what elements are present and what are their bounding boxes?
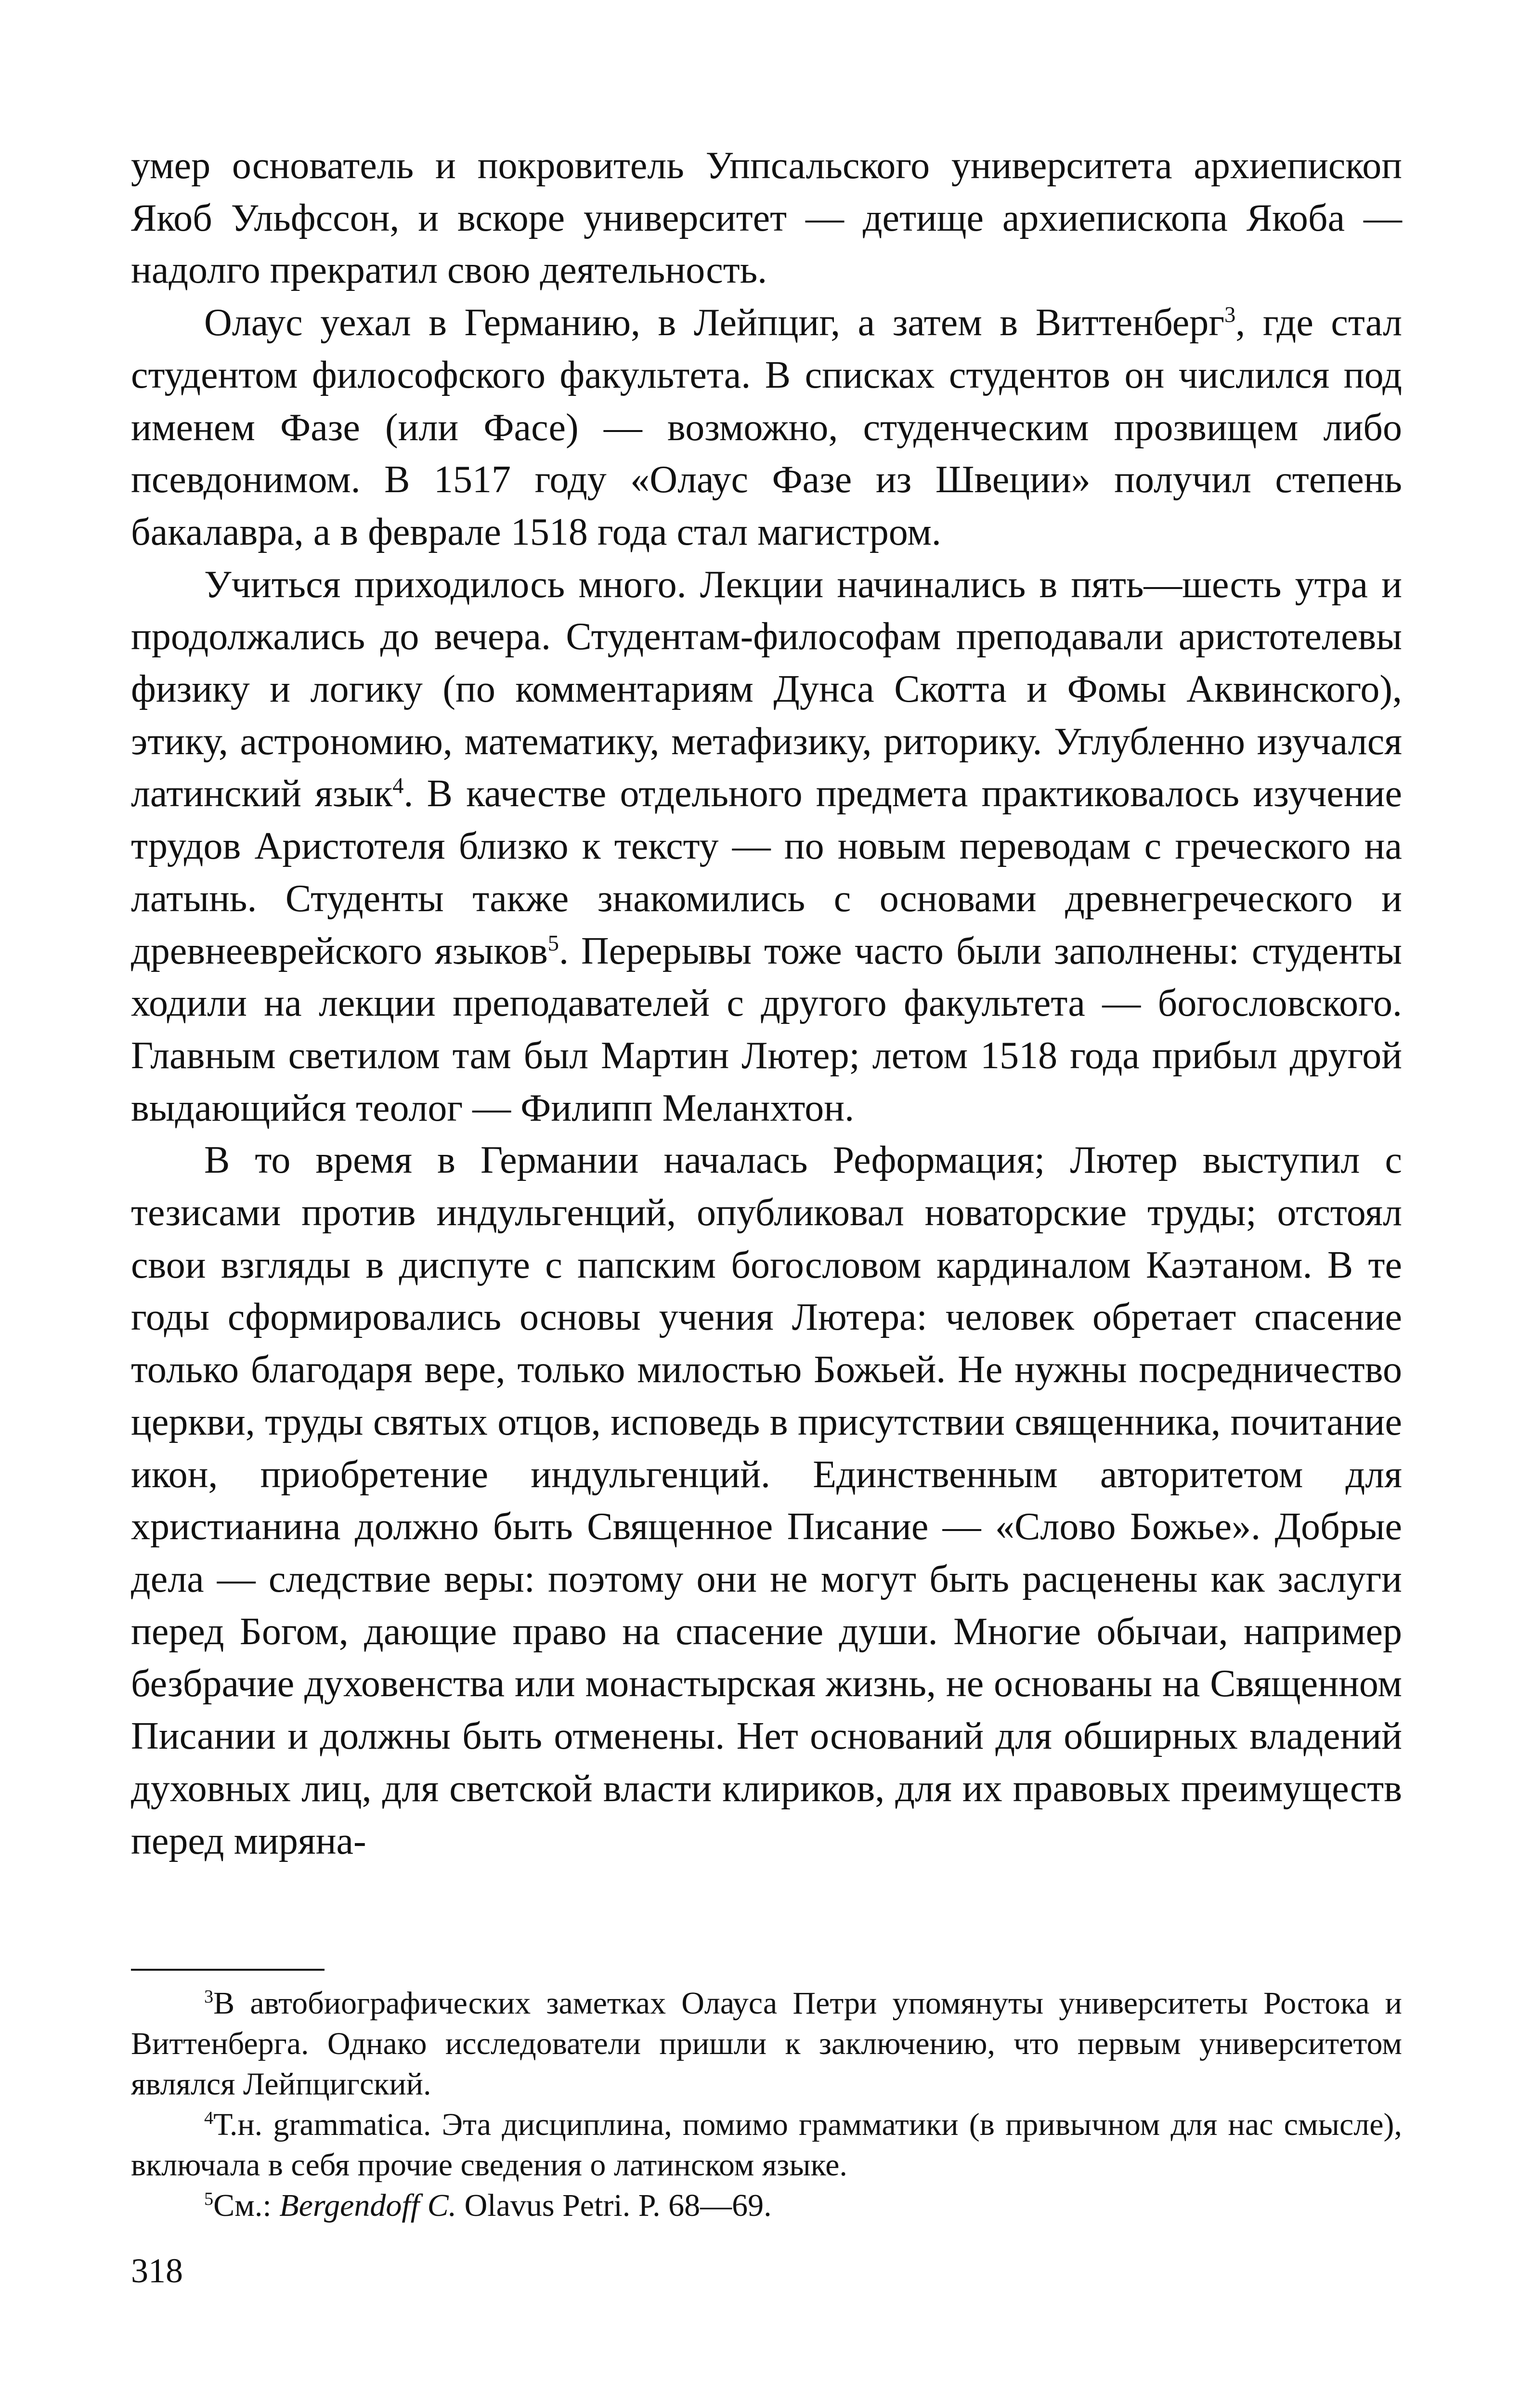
page-number: 318 <box>131 2251 183 2290</box>
footnote-3-number: 3 <box>204 1987 214 2007</box>
paragraph-1-text: умер основатель и покровитель Уппсальского университета архиепископ Якоб Ульфссон, и вскоре университет — детище архиепископа Якоба — надолго прекратил свою деятельность. <box>131 144 1402 292</box>
paragraph-3 <box>131 559 1402 1135</box>
main-text <box>131 140 1402 1867</box>
paragraph-2-text-b: , где стал студентом философского факультета. В списках студентов он числился под именем Фазе (или Фасе) — возможно, студенческим прозвищем либо псевдонимом. В 1517 году «Олаус Фазе из Швеции» получил степень бакалавра, а в феврале 1518 года стал магистром. <box>131 301 1402 553</box>
footnote-5-author: Bergendoff C. <box>279 2188 457 2223</box>
paragraph-2 <box>131 297 1402 559</box>
paragraph-1 <box>131 140 1402 297</box>
footnote-5-rest: Olavus Petri. P. 68—69. <box>456 2188 772 2223</box>
footnote-3-text: В автобиографических заметках Олауса Петри упомянуты университеты Ростока и Виттенберга. Однако исследователи пришли к заключению, что первым университетом являлся Лейпцигский. <box>131 1986 1402 2102</box>
footnote-5-prefix: См.: <box>213 2188 280 2223</box>
footnote-divider <box>131 1969 325 1971</box>
footnote-ref-5[interactable]: 5 <box>547 930 559 955</box>
footnote-4 <box>131 2105 1402 2186</box>
paragraph-4 <box>131 1134 1402 1867</box>
footnote-4-text: Т.н. grammatica. Эта дисциплина, помимо грамматики (в привычном для нас смысле), включала в себя прочие сведения о латинском языке. <box>131 2107 1402 2183</box>
footnote-ref-3[interactable]: 3 <box>1224 302 1236 327</box>
paragraph-4-text: В то время в Германии началась Реформация; Лютер выступил с тезисами против индульгенций, опубликовал новаторские труды; отстоял свои взгляды в диспуте с папским богословом кардиналом Каэтаном. В те годы сформировались основы учения Лютера: человек обретает спасение только благодаря вере, только милостью Божьей. Не нужны посредничество церкви, труды святых отцов, исповедь в присутствии священника, почитание икон, приобретение индульгенций. Единственным авторитетом для христианина должно быть Священное Писание — «Слово Божье». Добрые дела — следствие веры: поэтому они не могут быть расценены как заслуги перед Богом, дающие право на спасение души. Многие обычаи, например безбрачие духовенства или монастырская жизнь, не основаны на Священном Писании и должны быть отменены. Нет оснований для обширных владений духовных лиц, для светской власти клириков, для их правовых преимуществ перед миряна- <box>131 1139 1402 1862</box>
paragraph-3-text-b: . В качестве отдельного предмета практиковалось изучение трудов Аристотеля близко к тексту — по новым переводам с греческого на латынь. Студенты также знакомились с основами древнегреческого и древнееврейского языков <box>131 772 1402 972</box>
footnote-4-number: 4 <box>204 2108 214 2128</box>
footnote-5-number: 5 <box>204 2189 214 2209</box>
paragraph-3-text-c: . Перерывы тоже часто были заполнены: студенты ходили на лекции преподавателей с другого факультета — богословского. Главным светилом там был Мартин Лютер; летом 1518 года прибыл другой выдающийся теолог — Филипп Меланхтон. <box>131 929 1403 1129</box>
footnotes <box>131 1983 1402 2226</box>
footnote-3 <box>131 1983 1402 2105</box>
paragraph-3-text-a: Учиться приходилось много. Лекции начинались в пять—шесть утра и продолжались до вечера. Студентам-философам преподавали аристотелевы физику и логику (по комментариям Дунса Скотта и Фомы Аквинского), этику, астрономию, математику, метафизику, риторику. Углубленно изучался латинский язык <box>131 563 1402 815</box>
paragraph-2-text-a: Олаус уехал в Германию, в Лейпциг, а затем в Виттенберг <box>204 301 1225 344</box>
footnote-5 <box>131 2186 1402 2226</box>
footnote-ref-4[interactable]: 4 <box>392 773 404 798</box>
